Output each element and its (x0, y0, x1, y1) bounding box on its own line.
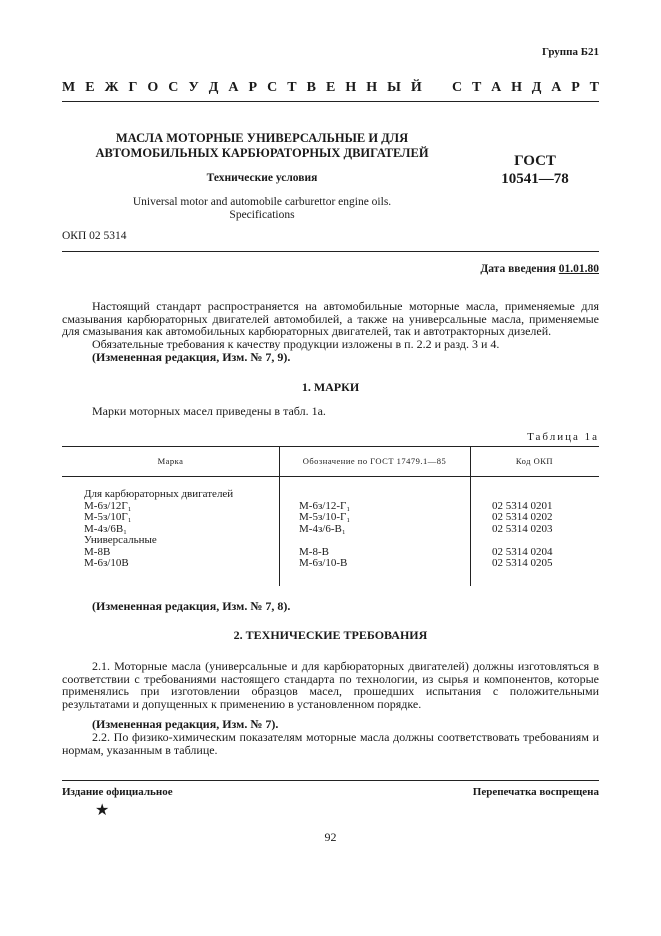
header-letter: Ы (387, 80, 401, 95)
table-cell (492, 535, 553, 547)
table-cell: 02 5314 0204 (492, 545, 553, 558)
page-number: 92 (324, 830, 337, 844)
table-column-divider (279, 446, 280, 586)
table-header-grade: Марка (157, 456, 184, 466)
header-letter: Р (571, 80, 580, 95)
table-cell (299, 489, 350, 501)
table-cell: М-4з/6-В₁ (299, 522, 346, 535)
english-title-line-1: Universal motor and automobile carburettor engine oils. (132, 196, 392, 208)
table-cell: М-8В (84, 545, 111, 558)
header-letter: Н (366, 80, 378, 95)
table-header-rule (62, 476, 599, 477)
document-subtitle: Технические условия (206, 172, 318, 184)
title-line-2: АВТОМОБИЛЬНЫХ КАРБЮРАТОРНЫХ ДВИГАТЕЛЕЙ (95, 146, 429, 160)
english-title-line-2: Specifications (229, 209, 295, 221)
header-letter: У (188, 80, 199, 95)
table-cell: М-6з/10В (84, 557, 129, 569)
header-letter: Н (345, 80, 357, 95)
header-letter: Т (589, 80, 599, 95)
table-cell: Для карбюраторных двигателей (84, 488, 234, 500)
header-letter: А (551, 80, 562, 95)
header-word-standard (452, 80, 599, 96)
table-cell: М-6з/12Г₁ (84, 499, 132, 512)
intro-mandatory-note: Обязательные требования к качеству продукции изложены в п. 2.2 и разд. 3 и 4. (92, 337, 500, 351)
effective-date (480, 263, 599, 275)
table-cell: М-4з/6В₁ (84, 522, 128, 535)
star-icon: ★ (95, 802, 110, 819)
clause-2-1: 2.1. Моторные масла (универсальные и для карбюраторных двигателей) должны изготовляться в соответствии с требованиями настоящего стандарта по технологии, из сырья и компонентов, которые применялись при изготовлении образцов масел, прошедших испытания с положительными результатами и допущенных к применению в установленном порядке. (62, 659, 599, 711)
table-cell: М-6з/12-Г₁ (299, 499, 351, 512)
header-letter: Г (128, 80, 138, 95)
section-2-title: 2. ТЕХНИЧЕСКИЕ ТРЕБОВАНИЯ (233, 628, 428, 642)
header-letter: О (147, 80, 159, 95)
header-letter: Д (208, 80, 219, 95)
group-code: Группа Б21 (542, 46, 599, 58)
section-1-amendment: (Измененная редакция, Изм. № 7, 8). (92, 599, 291, 613)
table-cell: М-6з/10-В (299, 557, 348, 569)
header-letter: Д (531, 80, 542, 95)
table-caption: Таблица 1а (527, 431, 599, 443)
table-column-divider (470, 446, 471, 586)
gost-number (485, 152, 585, 188)
english-title (62, 196, 462, 222)
header-letter: Е (325, 80, 336, 95)
gost-label: ГОСТ (514, 153, 556, 169)
intro-paragraph: Настоящий стандарт распространяется на автомобильные моторные масла, применяемые для смазывания карбюраторных двигателей автомобилей, а также на универсальные масла, применяемые для смазывания как автомобильных карбюраторных двигателей, так и автотракторных дизелей. (62, 299, 599, 338)
table-cell (299, 535, 350, 547)
section-1-title: 1. МАРКИ (301, 380, 360, 394)
table-top-rule (62, 446, 599, 447)
clause-2-2: 2.2. По физико-химическим показателям моторные масла должны соответствовать требованиям и нормам, указанным в таблице. (62, 730, 599, 757)
official-edition-label: Издание официальное (62, 786, 173, 798)
header-letter: Т (287, 80, 297, 95)
header-letter: С (267, 80, 278, 95)
table-cell: 02 5314 0205 (492, 557, 553, 569)
table-cell: М-5з/10-Г₁ (299, 511, 351, 523)
header-letter: С (168, 80, 179, 95)
table-header-designation: Обозначение по ГОСТ 17479.1—85 (302, 456, 447, 466)
table-cell: Универсальные (84, 534, 157, 546)
table-cell: 02 5314 0202 (492, 511, 553, 523)
header-letter: Ж (104, 80, 119, 95)
grades-table (62, 446, 599, 586)
table-column-grade (84, 489, 233, 570)
header-letter: Р (248, 80, 258, 95)
document-title (62, 131, 462, 161)
table-cell: 02 5314 0203 (492, 522, 553, 535)
table-column-designation (299, 489, 350, 570)
header-letter: Е (85, 80, 95, 95)
table-header-okp: Код ОКП (515, 456, 554, 466)
header-letter: Й (410, 80, 422, 95)
table-cell (492, 489, 553, 501)
effective-date-label: Дата введения (480, 263, 556, 275)
gost-code: 10541—78 (501, 171, 569, 187)
header-word-interstate (62, 80, 422, 96)
intro-amendment: (Измененная редакция, Изм. № 7, 9). (92, 350, 291, 364)
standard-header (62, 80, 599, 96)
header-letter: М (62, 80, 76, 95)
header-rule (62, 101, 599, 102)
reprint-prohibited-label: Перепечатка воспрещена (472, 786, 599, 798)
section-1-text: Марки моторных масел приведены в табл. 1а. (92, 404, 326, 418)
header-letter: В (306, 80, 316, 95)
clause-2-1-amendment: (Измененная редакция, Изм. № 7). (92, 717, 279, 731)
header-letter: Т (471, 80, 482, 95)
header-letter: С (452, 80, 463, 95)
header-letter: А (228, 80, 239, 95)
header-letter: Н (511, 80, 522, 95)
effective-date-value: 01.01.80 (558, 263, 599, 275)
title-line-1: МАСЛА МОТОРНЫЕ УНИВЕРСАЛЬНЫЕ И ДЛЯ (115, 131, 409, 145)
table-cell: 02 5314 0201 (492, 499, 553, 512)
footer-rule (62, 780, 599, 781)
okp-code: ОКП 02 5314 (62, 230, 127, 242)
table-cell: М-5з/10Г₁ (84, 511, 132, 523)
table-column-okp (492, 489, 553, 570)
title-block-rule (62, 251, 599, 252)
header-letter: А (491, 80, 502, 95)
table-cell: М-8-В (299, 545, 329, 558)
